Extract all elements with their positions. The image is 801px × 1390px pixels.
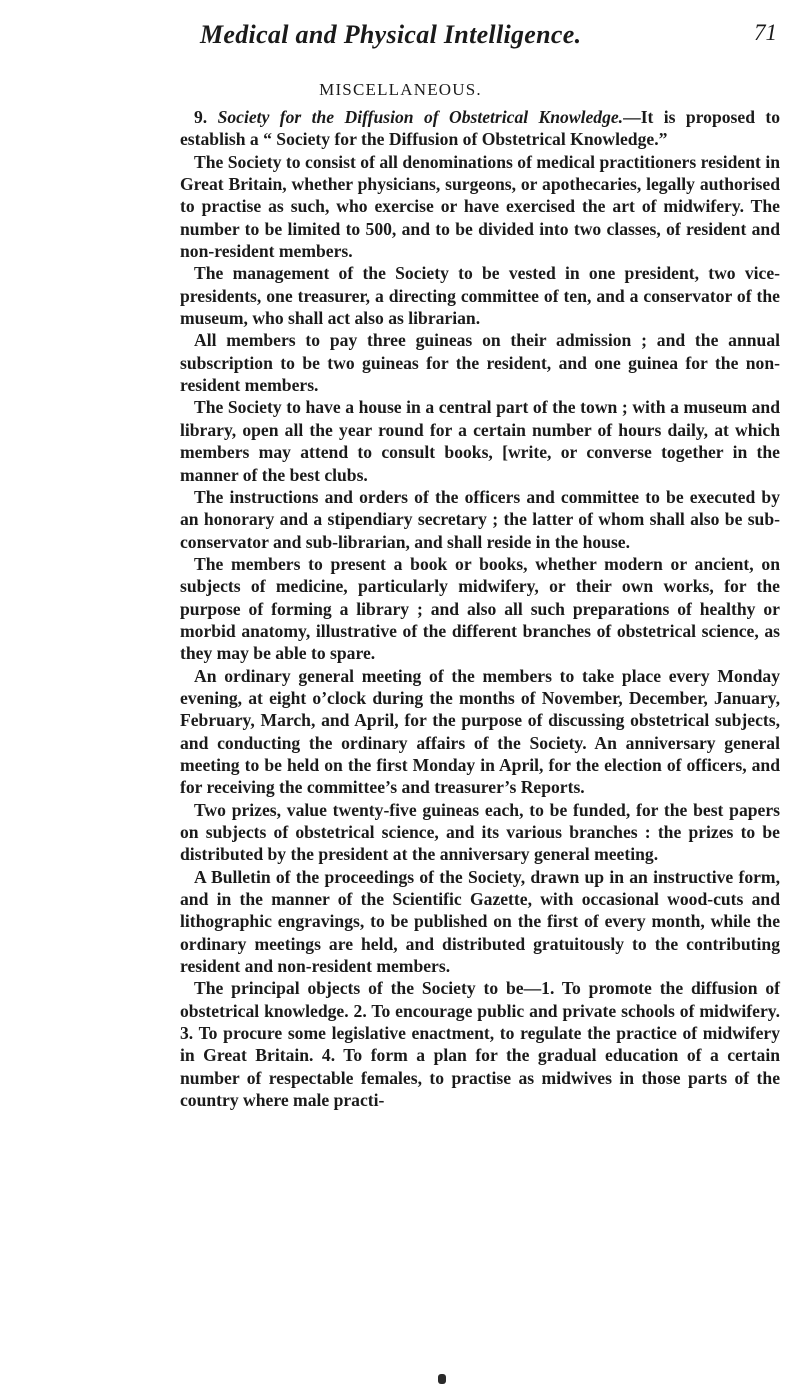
- paragraph-subscription: All members to pay three guineas on their admission ; and the annual subscription to be two guineas for the resident, and one guinea for the non-resident members.: [180, 330, 780, 396]
- paragraph-membership: The Society to consist of all denominations of medical practitioners resident in Great Britain, whether physicians, surgeons, or apothecaries, legally authorised to practise as such, who exercise or have exercised the art of midwifery. The number to be limited to 500, and to be divided into two classes, of resident and non-resident members.: [180, 151, 780, 262]
- running-title: Medical and Physical Intelligence.: [200, 20, 582, 49]
- section-heading: MISCELLANEOUS.: [319, 80, 482, 99]
- article-number: 9.: [194, 107, 208, 127]
- paragraph-prizes: Two prizes, value twenty-five guineas each, to be funded, for the best papers on subjects of obstetrical science, and its various branches : the prizes to be distributed by the president at the anniversary general meeting.: [180, 799, 780, 865]
- article-lead-paragraph: [180, 106, 780, 151]
- paragraph-objects: The principal objects of the Society to be—1. To promote the diffusion of obstetrical knowledge. 2. To encourage public and private schools of midwifery. 3. To procure some legislative enactment, to regulate the practice of midwifery in Great Britain. 4. To form a plan for the gradual education of a certain number of respectable females, to practise as midwives in those parts of the country where male practi-: [180, 978, 780, 1111]
- article-body: [180, 106, 780, 1111]
- paragraph-meetings: An ordinary general meeting of the members to take place every Monday evening, at eight o’clock during the months of November, December, January, February, March, and April, for the purpose of discussing obstetrical subjects, and conducting the ordinary affairs of the Society. An anniversary general meeting to be held on the first Monday in April, for the election of officers, and for receiving the committee’s and treasurer’s Reports.: [180, 665, 780, 798]
- article-lead: —It is proposed to establish a “ Society for the Diffusion of Obstetrical Knowledge.”: [180, 107, 781, 150]
- paragraph-management: The management of the Society to be vested in one president, two vice-presidents, one treasurer, a directing committee of ten, and a conservator of the museum, who shall act also as librarian.: [180, 263, 780, 329]
- paragraph-secretaries: The instructions and orders of the officers and committee to be executed by an honorary and a stipendiary secretary ; the latter of whom shall also be sub-conservator and sub-librarian, and shall reside in the house.: [180, 486, 780, 552]
- paragraph-bulletin: A Bulletin of the proceedings of the Society, drawn up in an instructive form, and in the manner of the Scientific Gazette, with occasional wood-cuts and lithographic engravings, to be published on the first of every month, while the ordinary meetings are held, and distributed gratuitously to the contributing resident and non-resident members.: [180, 866, 780, 977]
- ink-mark: [438, 1374, 446, 1384]
- paragraph-house: The Society to have a house in a central part of the town ; with a museum and library, open all the year round for a certain number of hours daily, at which members may attend to consult books, [write, or converse together in the manner of the best clubs.: [180, 397, 780, 485]
- page-number: 71: [754, 20, 777, 45]
- paragraph-library: The members to present a book or books, whether modern or ancient, on subjects of medicine, particularly midwifery, or their own works, for the purpose of forming a library ; and also all such preparations of healthy or morbid anatomy, illustrative of the different branches of obstetrical science, as they may be able to spare.: [180, 553, 780, 664]
- article-title: Society for the Diffusion of Obstetrical Knowledge.: [217, 107, 624, 127]
